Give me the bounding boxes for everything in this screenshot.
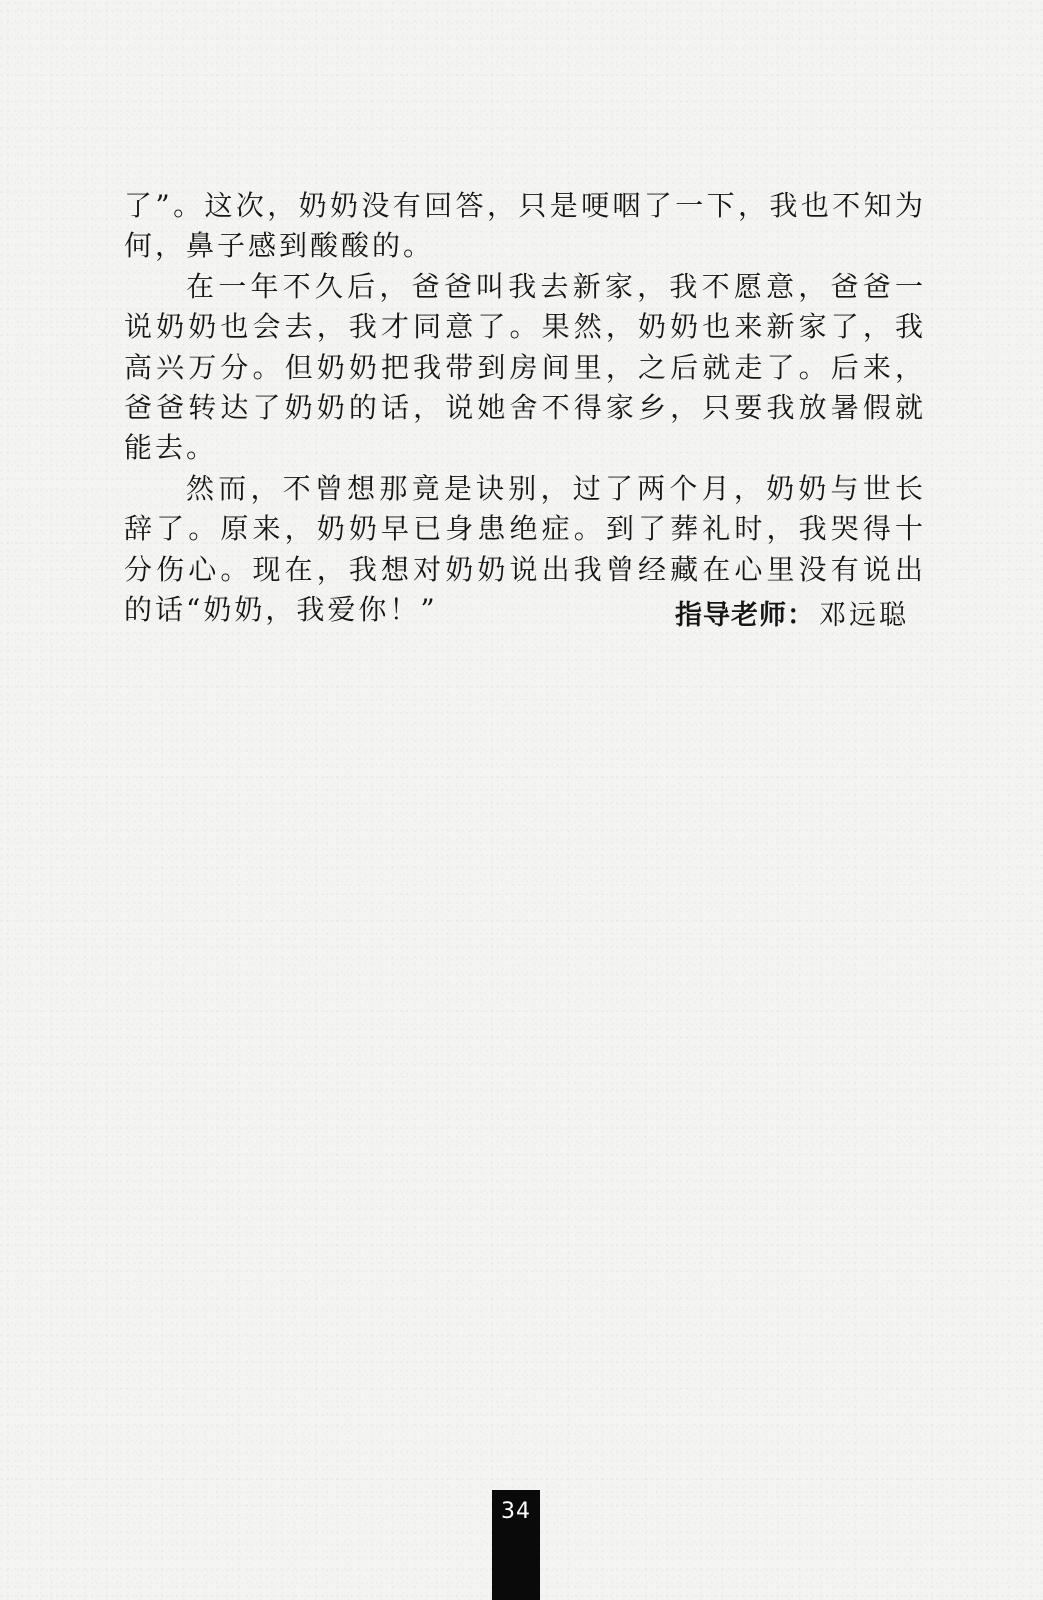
- signature-label: 指导老师: [675, 600, 787, 631]
- essay-body: [124, 186, 926, 630]
- page-number: 34: [492, 1490, 540, 1600]
- teacher-signature: [675, 596, 909, 636]
- signature-colon: ：: [787, 600, 815, 631]
- paragraph-1: 了”。这次，奶奶没有回答，只是哽咽了一下，我也不知为何，鼻子感到酸酸的。: [124, 189, 926, 263]
- paragraph-3: 然而，不曾想那竟是诀别，过了两个月，奶奶与世长辞了。原来，奶奶早已身患绝症。到了葬礼时，我哭得十分伤心。现在，我想对奶奶说出我曾经藏在心里没有说出的话“奶奶，我爱你！”: [124, 471, 926, 627]
- teacher-name: 邓远聪: [819, 600, 909, 631]
- paragraph-2: 在一年不久后，爸爸叫我去新家，我不愿意，爸爸一说奶奶也会去，我才同意了。果然，奶奶也来新家了，我高兴万分。但奶奶把我带到房间里，之后就走了。后来，爸爸转达了奶奶的话，说她舍不得家乡，只要我放暑假就能去。: [124, 269, 926, 465]
